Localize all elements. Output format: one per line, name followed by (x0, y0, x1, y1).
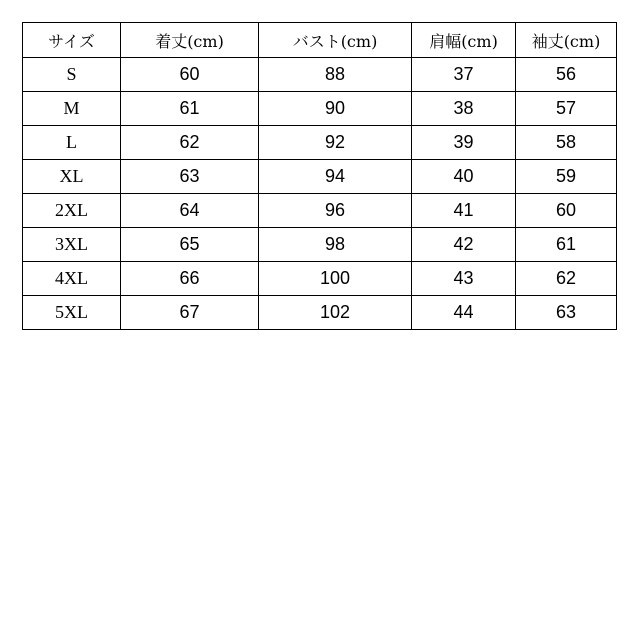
bust-cell: 98 (259, 228, 412, 262)
table-header-row (23, 23, 617, 58)
sleeve-cell: 63 (516, 296, 617, 330)
sleeve-cell: 56 (516, 58, 617, 92)
table-row (23, 92, 617, 126)
bust-cell: 96 (259, 194, 412, 228)
size-cell: M (23, 92, 121, 126)
table-row (23, 160, 617, 194)
size-cell: 4XL (23, 262, 121, 296)
header-size: サイズ (23, 23, 121, 58)
shoulder-cell: 41 (412, 194, 516, 228)
sleeve-cell: 58 (516, 126, 617, 160)
size-cell: L (23, 126, 121, 160)
size-chart-table (22, 22, 617, 330)
bust-cell: 94 (259, 160, 412, 194)
length-cell: 63 (121, 160, 259, 194)
size-cell: 3XL (23, 228, 121, 262)
header-shoulder-width: 肩幅(cm) (412, 23, 516, 58)
sleeve-cell: 59 (516, 160, 617, 194)
shoulder-cell: 37 (412, 58, 516, 92)
table-row (23, 58, 617, 92)
length-cell: 61 (121, 92, 259, 126)
shoulder-cell: 40 (412, 160, 516, 194)
length-cell: 66 (121, 262, 259, 296)
table-row (23, 126, 617, 160)
shoulder-cell: 42 (412, 228, 516, 262)
size-cell: 2XL (23, 194, 121, 228)
size-cell: S (23, 58, 121, 92)
length-cell: 64 (121, 194, 259, 228)
sleeve-cell: 57 (516, 92, 617, 126)
shoulder-cell: 38 (412, 92, 516, 126)
bust-cell: 90 (259, 92, 412, 126)
header-bust: バスト(cm) (259, 23, 412, 58)
header-sleeve-length: 袖丈(cm) (516, 23, 617, 58)
table-row (23, 296, 617, 330)
table-row (23, 228, 617, 262)
bust-cell: 88 (259, 58, 412, 92)
table-row (23, 262, 617, 296)
sleeve-cell: 60 (516, 194, 617, 228)
table-row (23, 194, 617, 228)
bust-cell: 92 (259, 126, 412, 160)
length-cell: 65 (121, 228, 259, 262)
sleeve-cell: 62 (516, 262, 617, 296)
length-cell: 60 (121, 58, 259, 92)
length-cell: 67 (121, 296, 259, 330)
size-cell: XL (23, 160, 121, 194)
shoulder-cell: 43 (412, 262, 516, 296)
header-length: 着丈(cm) (121, 23, 259, 58)
sleeve-cell: 61 (516, 228, 617, 262)
shoulder-cell: 44 (412, 296, 516, 330)
length-cell: 62 (121, 126, 259, 160)
bust-cell: 102 (259, 296, 412, 330)
bust-cell: 100 (259, 262, 412, 296)
shoulder-cell: 39 (412, 126, 516, 160)
size-cell: 5XL (23, 296, 121, 330)
